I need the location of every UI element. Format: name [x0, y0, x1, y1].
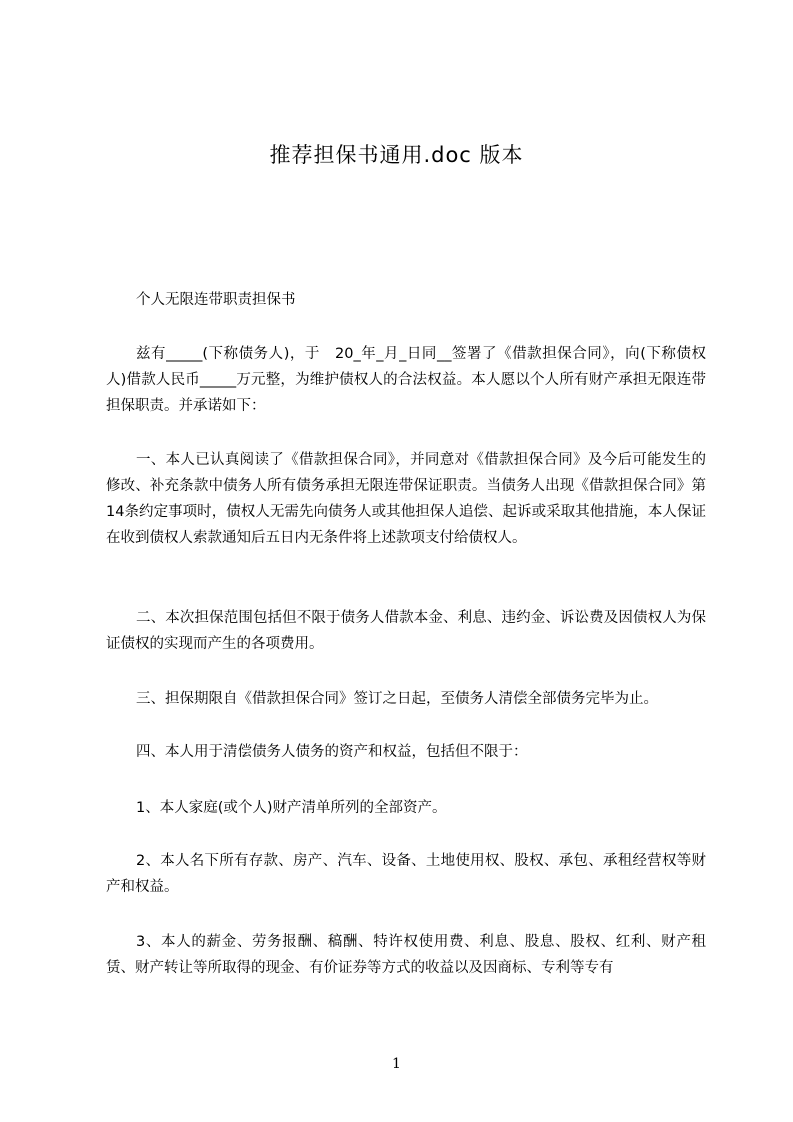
clause-4-item-3: 3、本人的薪金、劳务报酬、稿酬、特许权使用费、利息、股息、股权、红利、财产租赁、财产转让等所取得的现金、有价证券等方式的收益以及因商标、专利等专有 — [106, 934, 706, 976]
clause-3-paragraph: 三、担保期限自《借款担保合同》签订之日起，至债务人清偿全部债务完毕为止。 — [136, 691, 658, 707]
intro-paragraph: 兹有_____(下称债务人)，于 20_年_月_日同__签署了《借款担保合同》，向(下称债权人)借款人民币_____万元整，为维护债权人的合法权益。本人愿以个人所有财产承担无限连带担保职责。并承诺如下： — [106, 346, 706, 414]
clause-1-paragraph: 一、本人已认真阅读了《借款担保合同》，并同意对《借款担保合同》及今后可能发生的修改、补充条款中债务人所有债务承担无限连带保证职责。当债务人出现《借款担保合同》第14条约定事项时，债权人无需先向债务人或其他担保人追偿、起诉或采取其他措施，本人保证在收到债权人索款通知后五日内无条件将上述款项支付给债权人。 — [106, 452, 706, 546]
document-title: 推荐担保书通用.doc 版本 — [269, 143, 524, 167]
page-number: 1 — [392, 1056, 401, 1072]
clause-4-paragraph: 四、本人用于清偿债务人债务的资产和权益，包括但不限于： — [136, 744, 528, 760]
clause-4-item-1: 1、本人家庭(或个人)财产清单所列的全部资产。 — [136, 800, 447, 816]
clause-4-item-2: 2、本人名下所有存款、房产、汽车、设备、土地使用权、股权、承包、承租经营权等财产和权益。 — [106, 853, 706, 895]
clause-2-paragraph: 二、本次担保范围包括但不限于债务人借款本金、利息、违约金、诉讼费及因债权人为保证债权的实现而产生的各项费用。 — [106, 610, 706, 652]
guarantee-heading: 个人无限连带职责担保书 — [136, 292, 296, 308]
